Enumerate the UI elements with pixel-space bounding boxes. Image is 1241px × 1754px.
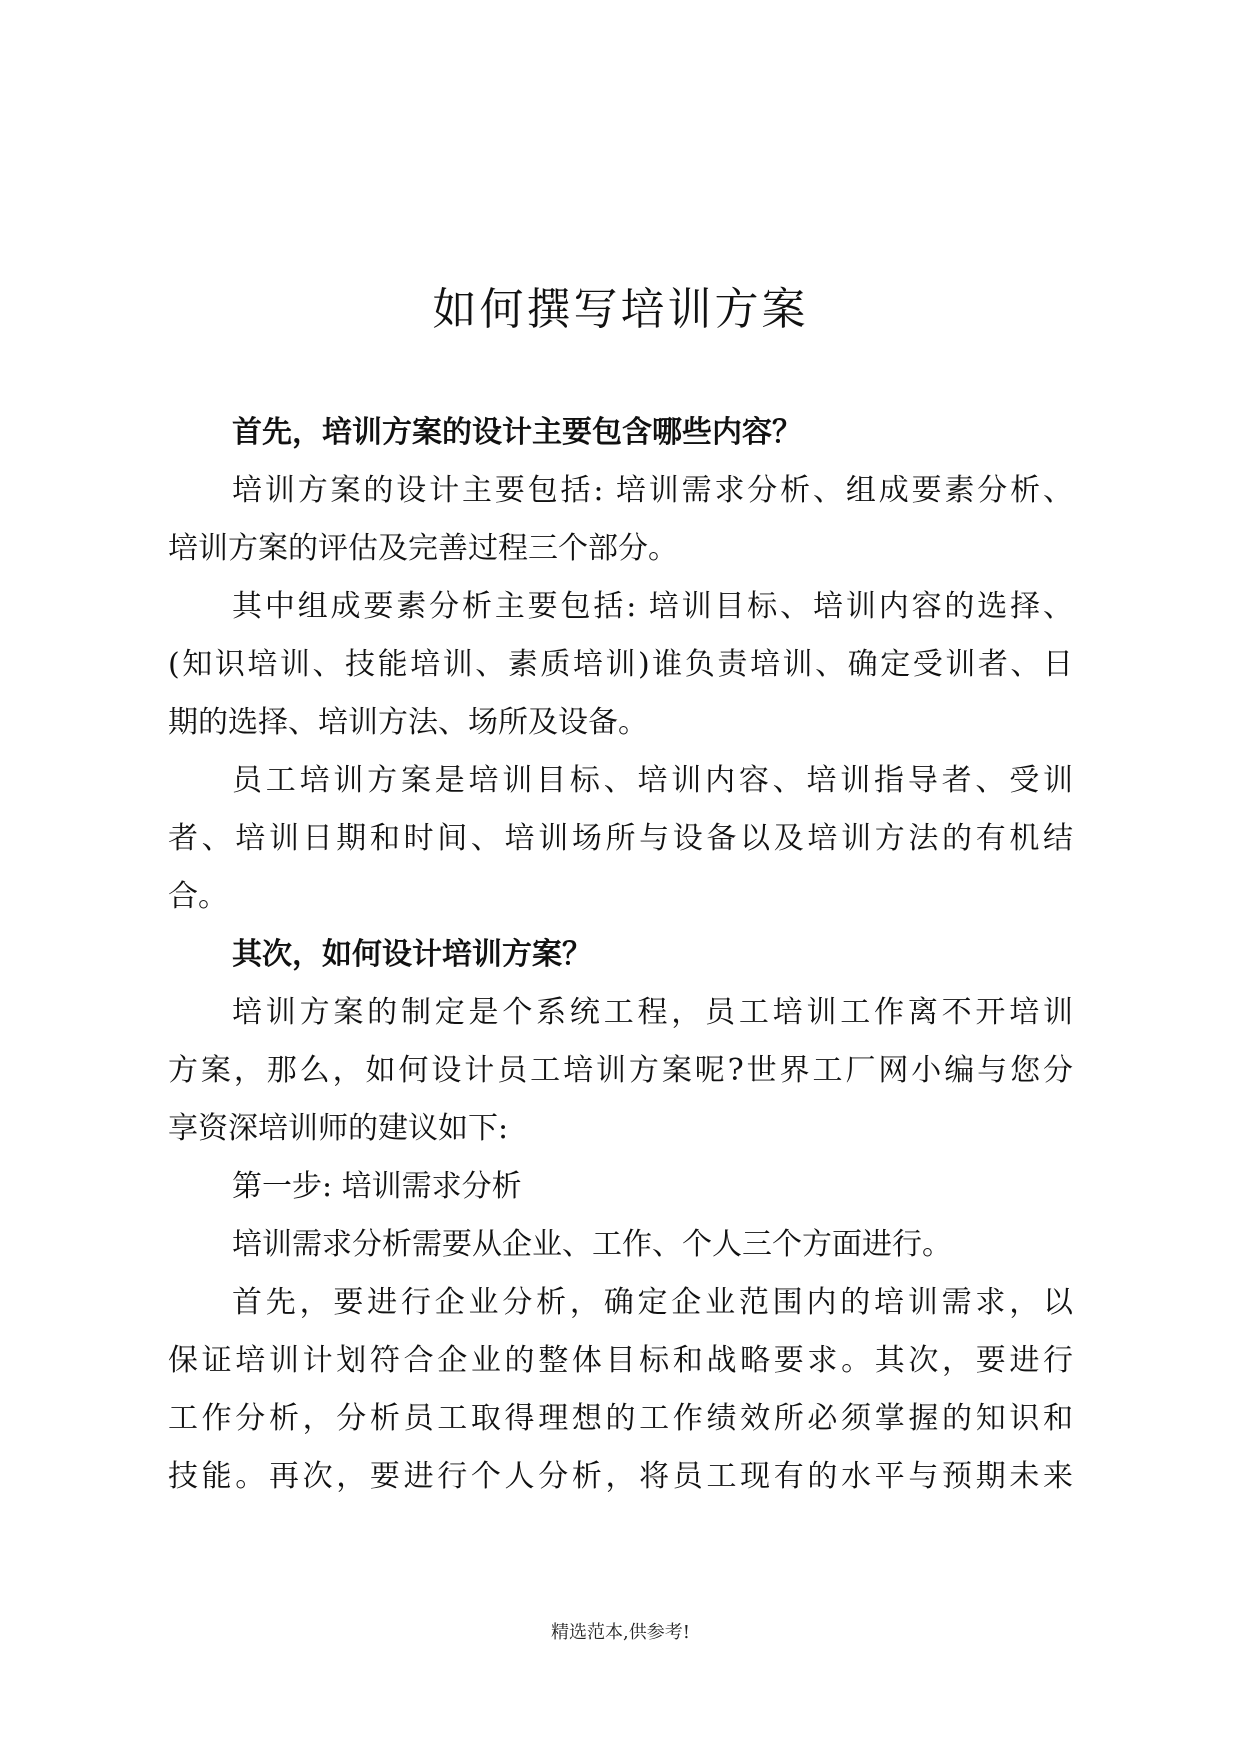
paragraph-line: 方案，那么，如何设计员工培训方案呢?世界工厂网小编与您分	[168, 1053, 1073, 1088]
document-title: 如何撰写培训方案	[432, 284, 809, 335]
paragraph-line: 享资深培训师的建议如下:	[168, 1111, 509, 1146]
paragraph-line: 培训方案的设计主要包括: 培训需求分析、组成要素分析、	[232, 473, 1073, 508]
section-heading: 其次，如何设计培训方案？	[232, 937, 592, 972]
paragraph-line: 首先，要进行企业分析，确定企业范围内的培训需求，以	[232, 1285, 1073, 1320]
paragraph-line: 培训需求分析需要从企业、工作、个人三个方面进行。	[232, 1227, 952, 1262]
paragraph-line: 工作分析，分析员工取得理想的工作绩效所必须掌握的知识和	[168, 1401, 1073, 1436]
document-body	[168, 404, 1073, 1506]
paragraph-line: 其中组成要素分析主要包括: 培训目标、培训内容的选择、	[232, 589, 1073, 624]
paragraph-line: 者、培训日期和时间、培训场所与设备以及培训方法的有机结	[168, 821, 1073, 856]
step-heading: 第一步: 培训需求分析	[232, 1169, 522, 1204]
paragraph-line: (知识培训、技能培训、素质培训)谁负责培训、确定受训者、日	[168, 647, 1073, 682]
paragraph-line: 合。	[168, 879, 228, 914]
section-heading: 首先，培训方案的设计主要包含哪些内容？	[232, 415, 802, 450]
paragraph-line: 技能。再次，要进行个人分析，将员工现有的水平与预期未来	[168, 1459, 1073, 1494]
paragraph-line: 保证培训计划符合企业的整体目标和战略要求。其次，要进行	[168, 1343, 1073, 1378]
paragraph-line: 员工培训方案是培训目标、培训内容、培训指导者、受训	[232, 763, 1073, 798]
paragraph-line: 培训方案的评估及完善过程三个部分。	[168, 531, 678, 566]
page-footer: 精选范本,供参考!	[551, 1622, 690, 1643]
paragraph-line: 期的选择、培训方法、场所及设备。	[168, 705, 648, 740]
paragraph-line: 培训方案的制定是个系统工程，员工培训工作离不开培训	[232, 995, 1073, 1030]
